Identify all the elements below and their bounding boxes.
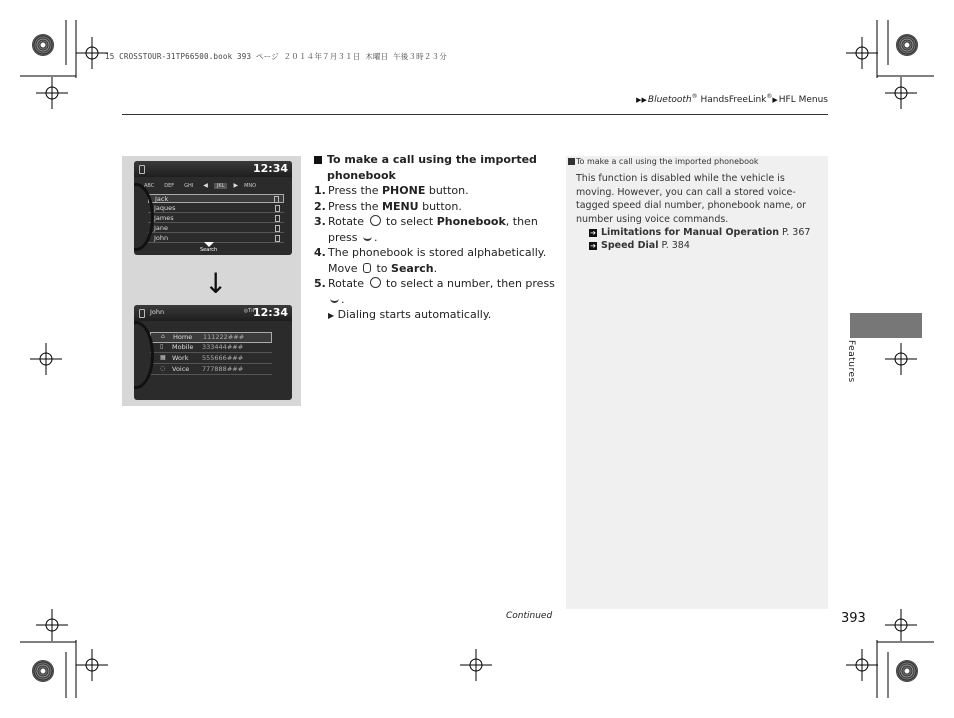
breadcrumb-menus: HFL Menus [778, 95, 828, 105]
triangle-icon: ▶ [772, 96, 778, 104]
alphabet-bar [144, 181, 278, 190]
contact-name: Jane [154, 224, 169, 232]
phone-icon [275, 205, 280, 212]
screen-header [134, 161, 292, 177]
work-icon: ▦ [160, 354, 166, 361]
step-bold: PHONE [382, 184, 426, 197]
xref-label: Limitations for Manual Operation [601, 227, 779, 238]
number-value: 777888### [202, 365, 244, 373]
procedure [314, 152, 559, 324]
contact-row [148, 214, 284, 223]
left-arrow-icon: ◀ [203, 182, 208, 189]
contact-name: Jack [155, 195, 169, 203]
clock: 12:34 [252, 162, 288, 175]
breadcrumb [636, 93, 828, 105]
number-row [150, 343, 272, 353]
home-icon: ⌂ [161, 333, 165, 340]
number-value: 333444### [202, 343, 244, 351]
breadcrumb-bluetooth: Bluetooth [647, 95, 692, 105]
phone-icon [275, 235, 280, 242]
phone-icon [275, 225, 280, 232]
step-number: 2. [314, 199, 326, 213]
number-value: 111222### [203, 333, 245, 341]
step-bold: MENU [382, 199, 419, 213]
breadcrumb-hfl: HandsFreeLink [697, 95, 767, 105]
step-1 [314, 183, 559, 199]
cross-reference[interactable] [576, 239, 822, 252]
step-text: button. [418, 199, 462, 213]
number-row [150, 354, 272, 364]
sidebar-body [576, 172, 822, 252]
contact-row [148, 204, 284, 213]
page-number: 393 [841, 611, 866, 626]
sidebar-title [568, 157, 759, 166]
search-button [200, 242, 217, 253]
alpha-tab: ABC [144, 182, 155, 189]
contact-name: John [154, 234, 169, 242]
step-4 [314, 245, 559, 276]
step-text: The phonebook is stored alphabetically. Move [328, 246, 547, 275]
contact-name: James [154, 214, 174, 222]
step-text: . [374, 230, 378, 244]
step-text: Press the [328, 184, 382, 197]
clock: 12:34 [252, 306, 288, 319]
section-tab-label: Features [846, 340, 856, 383]
cross-reference-arrow-icon: ➔ [590, 242, 596, 250]
square-bullet-icon [314, 156, 322, 164]
contact-row [148, 224, 284, 233]
triangle-icon: ▶▶ [636, 96, 647, 104]
step-text: . [341, 292, 345, 306]
xref-page: P. 367 [779, 227, 811, 238]
number-label: Home [173, 333, 193, 341]
step-bold: Phonebook [436, 215, 506, 228]
result-text: Dialing starts automatically. [337, 308, 492, 321]
step-number: 1. [314, 184, 326, 197]
phonebook-screen [134, 161, 292, 255]
sidebar-body-text: This function is disabled while the vehicle is moving. However, you can call a stored voice-tagged speed dial number, phonebook name, or number using voice commands. [576, 173, 807, 225]
signal-icon: ◎Tıl [243, 308, 254, 314]
sidebar-note [566, 156, 828, 609]
step-2 [314, 199, 559, 215]
mobile-icon: ▯ [160, 343, 164, 350]
step-text: to select [382, 215, 437, 228]
step-text: , then press [328, 215, 538, 244]
step-number: 5. [314, 277, 326, 290]
reference-icon [568, 158, 575, 165]
step-number: 3. [314, 215, 326, 228]
continued-label: Continued [506, 611, 553, 621]
sidebar-title-text: To make a call using the imported phonebook [576, 157, 759, 166]
phone-icon [275, 215, 280, 222]
step-text: to [373, 261, 392, 275]
press-knob-icon [330, 294, 339, 303]
phone-icon [274, 196, 279, 203]
step-bold: Search [391, 261, 434, 275]
screen-illustration-panel [122, 156, 301, 406]
number-label: Mobile [172, 343, 194, 351]
registered-mark: ® [691, 93, 698, 100]
number-label: Voice [172, 365, 190, 373]
step-3 [314, 214, 559, 245]
search-label: Search [200, 247, 218, 253]
xref-page: P. 384 [658, 240, 690, 251]
move-knob-icon [363, 263, 371, 273]
heading-text: To make a call using the imported phonebook [327, 153, 537, 182]
procedure-heading [314, 152, 559, 183]
step-text: to select a number, then press [382, 277, 555, 290]
contact-name: Jaques [154, 204, 176, 212]
phone-icon [139, 165, 145, 174]
voice-icon: ◌ [160, 365, 166, 372]
step-text: Press the [328, 199, 382, 213]
number-label: Work [172, 354, 189, 362]
cross-reference[interactable] [576, 226, 822, 239]
step-text: Rotate [328, 215, 368, 228]
rotate-dial-icon [370, 215, 381, 226]
xref-label: Speed Dial [601, 240, 659, 251]
alpha-tab: GHI [184, 182, 194, 189]
step-result [314, 307, 559, 324]
contact-row [148, 194, 284, 203]
result-triangle-icon: ▶ [328, 311, 335, 320]
down-arrow-icon: ↓ [204, 267, 228, 300]
press-knob-icon [363, 232, 372, 241]
phone-icon [139, 309, 145, 318]
header-rule [122, 114, 828, 115]
rotate-dial-icon [370, 277, 381, 288]
alpha-tab: MNO [244, 182, 257, 189]
step-text: . [433, 261, 438, 275]
step-text: button. [425, 184, 469, 197]
number-value: 555666### [202, 354, 244, 362]
contact-detail-screen [134, 305, 292, 400]
number-row [150, 365, 272, 375]
screen-header [134, 305, 292, 321]
registered-mark: ® [766, 93, 773, 100]
alpha-tab-selected: JKL [214, 183, 228, 189]
section-tab [850, 313, 922, 338]
step-number: 4. [314, 246, 326, 259]
step-5 [314, 276, 559, 307]
number-row [150, 332, 272, 343]
right-arrow-icon: ▶ [233, 182, 239, 189]
step-text: Rotate [328, 277, 368, 290]
alpha-tab: DEF [164, 182, 175, 189]
print-header: 15 CROSSTOUR-31TP66500.book 393 ページ ２０１４年７月３１日 木曜日 午後３時２３分 [105, 52, 447, 61]
contact-title: John [150, 308, 165, 316]
cross-reference-arrow-icon: ➔ [590, 229, 596, 237]
